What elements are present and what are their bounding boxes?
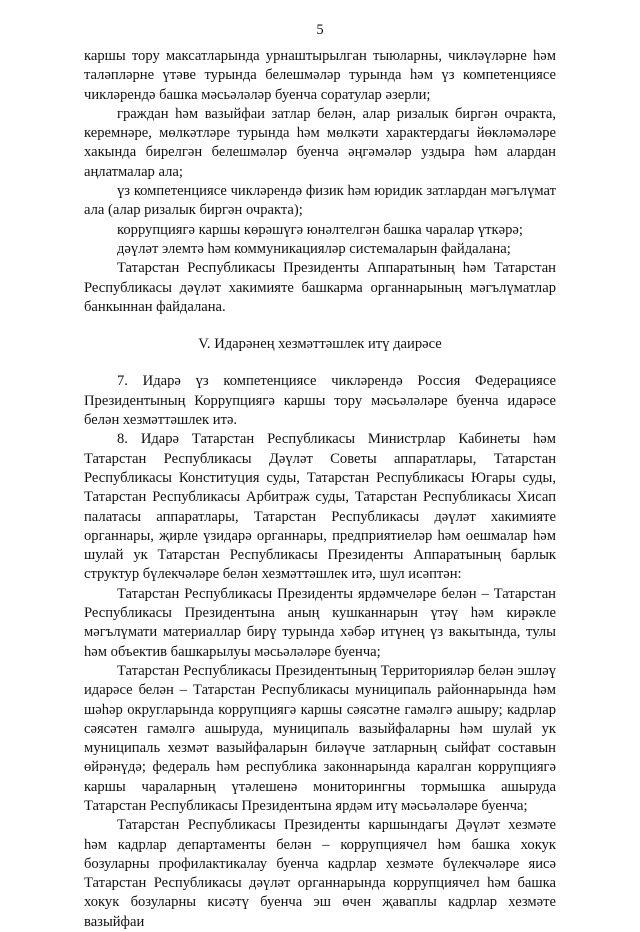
page-number: 5 (316, 22, 324, 38)
spacer (84, 354, 556, 372)
paragraph: 8. Идарә Татарстан Республикасы Министрлар Кабинеты һәм Татарстан Республикасы Дәүләт Советы аппаратлары, Татарстан Республикасы Конституция суды, Татарстан Республикасы Югары суды, Татарстан Республикасы Арбитраж суды, Татарстан Республикасы Хисап палатасы аппаратлары, Татарстан Республикасы дәүләт хакимияте органнары, җирле үзидарә органнары, предприятиеләр һәм оешмалар һәм шулай ук Татарстан Республикасы Президенты Аппаратының барлык структур бүлекчәләре белән хезмәттәшлек итә, шул исәптән: (84, 431, 556, 583)
paragraph: коррупциягә каршы көрәшүгә юнәлтелгән башка чаралар үткәрә; (117, 221, 523, 238)
paragraph: Татарстан Республикасы Президенты каршындагы Дәүләт хезмәте һәм кадрлар департаменты белән – коррупциячел һәм башка хокук бозуларны профилактикалау буенча кадрлар хезмәте бүлекчәләре яисә Татарстан Республикасы дәүләт органнарында коррупциячел һәм башка хокук бозуларны кисәтү буенча эш өчен җаваплы кадрлар хезмәте вазыйфаи (84, 817, 556, 930)
paragraph: 7. Идарә үз компетенциясе чикләрендә Россия Федерациясе Президентының Коррупциягә каршы тору мәсьәләләре буенча идарәсе белән хезмәттәшлек итә. (84, 373, 556, 429)
paragraph: Татарстан Республикасы Президенты Аппаратының һәм Татарстан Республикасы дәүләт хакимияте башкарма органнарының мәгълүматлар банкыннан файдалана. (84, 260, 556, 315)
paragraph: дәүләт элемтә һәм коммуникацияләр системаларын файдалана; (117, 240, 511, 257)
paragraph: үз компетенциясе чикләрендә физик һәм юридик затлардан мәгълүмат ала (алар ризалык биргән очракта); (84, 183, 556, 219)
section-heading: V. Идарәнең хезмәттәшлек итү даирәсе (198, 336, 442, 353)
paragraph: граждан һәм вазыйфаи затлар белән, алар ризалык биргән очракта, керемнәре, мөлкәтләре турында һәм мөлкәти характердагы йөкләмәләре хакында бирелгән белешмәләр буенча әңгәмәләр уздыра һәм алардан аңлатмалар ала; (84, 105, 556, 180)
paragraph: Татарстан Республикасы Президенты ярдәмчеләре белән – Татарстан Республикасы Президентына аның кушканнарын үтәү һәм кирәкле мәгълүмати материаллар бирү турында хәбәр итүнең үз вакытында, тулы һәм объектив башкарылуы мәсьәләләре буенча; (84, 585, 556, 660)
document-body (84, 47, 556, 932)
spacer (84, 317, 556, 335)
paragraph: каршы тору максатларында урнаштырылган тыюларны, чикләүләрне һәм таләпләрне үтәве турында белешмәләр турында һәм үз компетенциясе чикләрендә башка мәсьәләләр буенча соратулар әзерли; (84, 48, 556, 103)
paragraph: Татарстан Республикасы Президентының Территорияләр белән эшләү идарәсе белән – Татарстан Республикасы муниципаль районнарында һәм шәһәр округларында коррупциягә каршы сәясәтне гамәлгә ашыру; кадрлар сәясәтен гамәлгә ашыруда, муниципаль вазыйфаларны һәм шулай ук муниципаль хезмәт вазыйфаларын биләүче затларның сыйфат составын өйрәнүдә; федераль һәм республика законнарында каралган коррупциягә каршы чараларның үтәлешенә мониторингны тормышка ашыруда Татарстан Республикасы Президентына ярдәм итү мәсьәләләре буенча; (84, 662, 556, 814)
